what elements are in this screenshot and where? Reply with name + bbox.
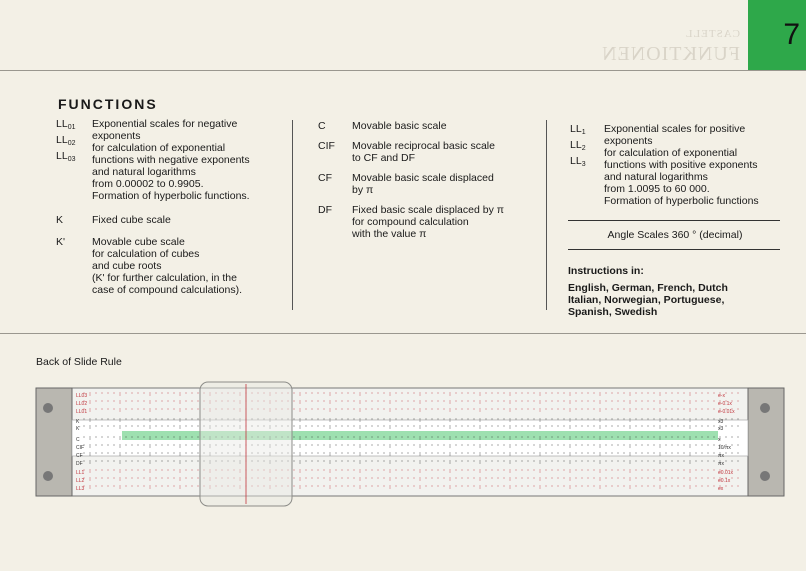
scale-right-label: πx	[718, 453, 724, 459]
ll-positive-codes: $LL_1$ $LL_2$ $LL_3$	[570, 123, 586, 168]
scale-right-label: e-x	[718, 393, 725, 399]
scale-right-label: ex	[718, 486, 724, 492]
angle-scales-text: Angle Scales 360 ° (decimal)	[607, 229, 743, 241]
scale-left-label: K'	[76, 426, 81, 432]
right-screw-bottom	[760, 471, 770, 481]
left-screw-bottom	[43, 471, 53, 481]
ll-positive-description: Exponential scales for positive exponents for calculation of exponential functions with positive exponents and natural logarithms from 1.0095 to 60 000. Formation of hyperbolic functions	[604, 123, 759, 207]
scale-left-label: LL03	[76, 393, 88, 399]
right-screw-top	[760, 403, 770, 413]
function-row-k-prime: K' Movable cube scale for calculation of cubes and cube roots (K' for further calculation, in the case of compound calculations).	[56, 236, 242, 296]
instructions-heading: Instructions in:	[568, 265, 644, 277]
left-end-cap	[36, 388, 72, 496]
show-through-text: CASTELL FUNKTIONEN	[601, 28, 740, 65]
function-row-cif: CIF Movable reciprocal basic scale to CF and DF	[318, 140, 495, 164]
scale-left-label: DF	[76, 461, 83, 467]
function-row-c: C Movable basic scale	[318, 120, 447, 132]
left-screw-top	[43, 403, 53, 413]
ll-negative-description: Exponential scales for negative exponents for calculation of exponential functions with negative exponents and natural logarithms from 0.00002 to 0.9905. Formation of hyperbolic functions.	[92, 118, 250, 202]
ll-negative-codes: $LL_{01}$ $LL_{02}$ $LL_{03}$	[56, 118, 76, 163]
scale-right-label: x	[718, 437, 721, 443]
function-row-df: DF Fixed basic scale displaced by π for compound calculation with the value π	[318, 204, 504, 240]
scale-right-label: x3	[718, 426, 724, 432]
scale-left-label: LL3	[76, 486, 85, 492]
scale-right-label: x3	[718, 419, 724, 425]
scale-left-label: CIF	[76, 445, 85, 451]
scale-right-label: e0.01x	[718, 470, 734, 476]
functions-heading: FUNCTIONS	[58, 96, 158, 112]
scale-right-label: e-0.01x	[718, 409, 735, 415]
scale-left-label: LL1	[76, 470, 85, 476]
instructions-languages: English, German, French, Dutch Italian, Norwegian, Portuguese, Spanish, Swedish	[568, 282, 728, 318]
scale-left-label: C	[76, 437, 80, 443]
scale-left-label: CF	[76, 453, 83, 459]
scale-left-label: LL2	[76, 478, 85, 484]
figure-caption: Back of Slide Rule	[36, 356, 122, 368]
scale-right-label: e-0.1x	[718, 401, 732, 407]
function-row-k: K Fixed cube scale	[56, 214, 171, 226]
scale-left-label: LL01	[76, 409, 88, 415]
scale-right-label: e0.1x	[718, 478, 731, 484]
function-row-cf: CF Movable basic scale displaced by π	[318, 172, 494, 196]
scale-left-label: LL02	[76, 401, 88, 407]
scale-right-label: 10/πx	[718, 445, 731, 451]
scale-right-label: πx	[718, 461, 724, 467]
page-number: 7	[783, 18, 800, 51]
scale-left-label: K	[76, 419, 80, 425]
